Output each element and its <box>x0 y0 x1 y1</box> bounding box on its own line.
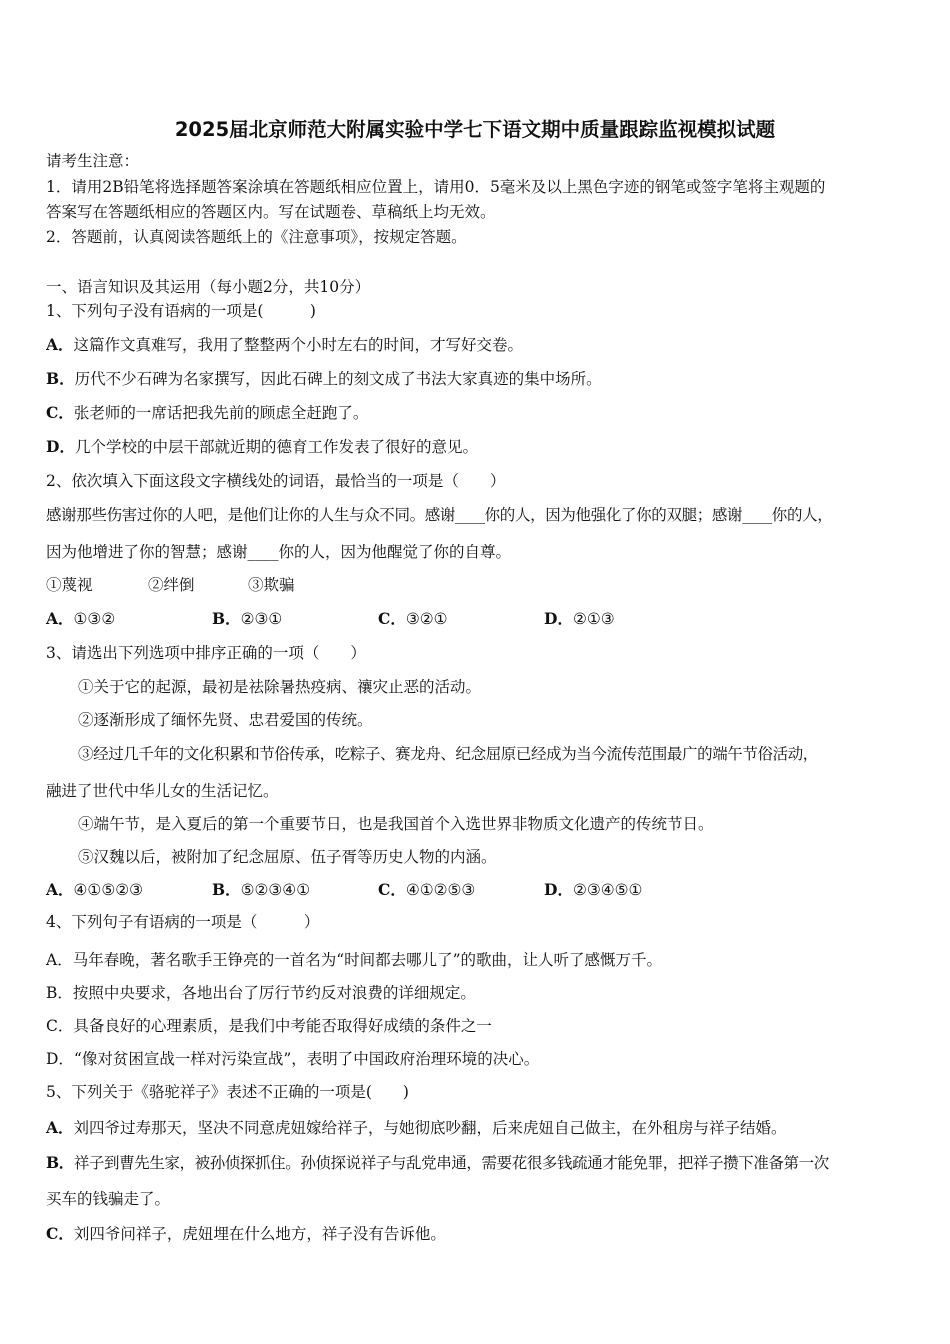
sentence: ②逐渐形成了缅怀先贤、忠君爱国的传统。 <box>78 711 373 729</box>
option-text: 刘四爷过寿那天，坚决不同意虎妞嫁给祥子，与她彻底吵翻，后来虎妞自己做主，在外租房与祥子结婚。 <box>73 1119 787 1137</box>
option-label: A． <box>46 609 74 628</box>
option-text: 张老师的一席话把我先前的顾虑全赶跑了。 <box>73 404 369 422</box>
word-item: ②绊倒 <box>148 576 195 594</box>
option-text: B．按照中央要求，各地出台了厉行节约反对浪费的详细规定。 <box>46 984 476 1002</box>
option-label: A． <box>46 1118 74 1137</box>
notice-line: 2．答题前，认真阅读答题纸上的《注意事项》，按规定答题。 <box>46 228 467 246</box>
option-label: A． <box>46 880 74 899</box>
option-label: C． <box>378 609 406 628</box>
option-text: ②①③ <box>572 610 615 628</box>
option-row <box>46 1224 446 1244</box>
option-text: ⑤②③④① <box>240 881 311 899</box>
option-text: ②③④⑤① <box>572 881 643 899</box>
page-title: 2025届北京师范大附属实验中学七下语文期中质量跟踪监视模拟试题 <box>174 118 776 141</box>
option-row <box>46 403 368 423</box>
option-row <box>46 609 615 629</box>
question-stem: 1、下列句子没有语病的一项是( ) <box>46 302 316 320</box>
option-text: D．“像对贫困宣战一样对污染宣战”，表明了中国政府治理环境的决心。 <box>46 1050 540 1068</box>
option-row <box>46 880 642 900</box>
word-item: ①蔑视 <box>46 576 93 594</box>
sentence: ③经过几千年的文化积累和节俗传承，吃粽子、赛龙舟、纪念屈原已经成为当今流传范围最广的端午节俗活动， <box>78 745 818 763</box>
question-stem: 5、下列关于《骆驼祥子》表述不正确的一项是( ) <box>46 1083 409 1101</box>
sentence: ⑤汉魏以后，被附加了纪念屈原、伍子胥等历史人物的内涵。 <box>78 848 497 866</box>
option-label: B． <box>212 609 241 628</box>
notice-line: 1．请用2B铅笔将选择题答案涂填在答题纸相应位置上，请用0．5毫米及以上黑色字迹的钢笔或签字笔将主观题的 <box>46 178 826 196</box>
option-label: C． <box>378 880 406 899</box>
option-label: D． <box>544 880 573 899</box>
option-label: A． <box>46 335 74 354</box>
question-stem: 4、下列句子有语病的一项是（ ） <box>46 913 320 931</box>
option-label: D． <box>544 609 573 628</box>
option-label: C． <box>46 403 74 422</box>
option-row <box>46 369 602 389</box>
option-text: ③②① <box>405 610 448 628</box>
option-row <box>46 437 478 457</box>
option-text: ④①②⑤③ <box>405 881 476 899</box>
option-label: B． <box>212 880 241 899</box>
option-text: 买车的钱骗走了。 <box>46 1190 171 1208</box>
sentence: ④端午节，是入夏后的第一个重要节日，也是我国首个入选世界非物质文化遗产的传统节日。 <box>78 815 714 833</box>
notice-heading: 请考生注意： <box>46 152 140 170</box>
option-text: A．马年春晚，著名歌手王铮亮的一首名为“时间都去哪儿了”的歌曲，让人听了感慨万千。 <box>46 951 663 969</box>
option-text: ④①⑤②③ <box>73 881 144 899</box>
option-text: 祥子到曹先生家，被孙侦探抓住。孙侦探说祥子与乱党串通，需要花很多钱疏通才能免罪，把祥子攒下准备第一次 <box>73 1154 829 1172</box>
option-text: 这篇作文真难写，我用了整整两个小时左右的时间，才写好交卷。 <box>73 336 524 354</box>
word-bank <box>46 575 295 595</box>
sentence: 融进了世代中华儿女的生活记忆。 <box>46 782 279 800</box>
section-heading: 一、语言知识及其运用（每小题2分，共10分） <box>46 278 371 296</box>
option-row <box>46 1118 787 1138</box>
option-text: ②③① <box>240 610 283 628</box>
word-item: ③欺骗 <box>248 576 295 594</box>
option-text: 历代不少石碑为名家撰写，因此石碑上的刻文成了书法大家真迹的集中场所。 <box>74 370 602 388</box>
option-text: 几个学校的中层干部就近期的德育工作发表了很好的意见。 <box>74 438 478 456</box>
option-label: D． <box>46 437 75 456</box>
option-row <box>46 1153 829 1173</box>
sentence: ①关于它的起源，最初是祛除暑热疫病、禳灾止恶的活动。 <box>78 678 482 696</box>
option-label: C． <box>46 1224 74 1243</box>
passage-line: 感谢那些伤害过你的人吧，是他们让你的人生与众不同。感谢____你的人，因为他强化了你的双腿；感谢____你的人， <box>46 506 833 524</box>
option-text: ①③② <box>73 610 116 628</box>
option-row <box>46 335 523 355</box>
question-stem: 2、依次填入下面这段文字横线处的词语，最恰当的一项是（ ） <box>46 472 506 490</box>
option-label: B． <box>46 1153 74 1172</box>
passage-line: 因为他增进了你的智慧；感谢____你的人，因为他醒觉了你的自尊。 <box>46 543 512 561</box>
option-label: B． <box>46 369 75 388</box>
notice-line: 答案写在答题纸相应的答题区内。写在试题卷、草稿纸上均无效。 <box>46 203 496 221</box>
option-text: C．具备良好的心理素质，是我们中考能否取得好成绩的条件之一 <box>46 1017 492 1035</box>
option-text: 刘四爷问祥子，虎妞埋在什么地方，祥子没有告诉他。 <box>73 1225 446 1243</box>
question-stem: 3、请选出下列选项中排序正确的一项（ ） <box>46 644 366 662</box>
